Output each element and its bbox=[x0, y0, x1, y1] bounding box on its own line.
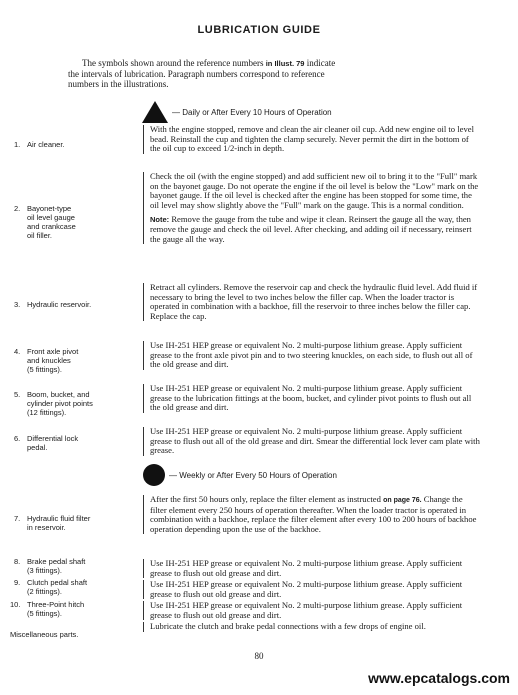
circle-symbol-icon bbox=[143, 464, 165, 486]
item-label-clutch-pedal: 9. Clutch pedal shaft (2 fittings). bbox=[14, 578, 88, 596]
triangle-symbol-icon bbox=[142, 101, 168, 123]
item-label-hydraulic-filter: 7. Hydraulic fluid filter in reservoir. bbox=[14, 514, 91, 532]
section-weekly-label: — Weekly or After Every 50 Hours of Operation bbox=[169, 470, 337, 480]
item-label-brake-pedal: 8. Brake pedal shaft (3 fittings). bbox=[14, 557, 86, 575]
section-weekly-header bbox=[143, 464, 337, 486]
intro-paragraph: The symbols shown around the reference numbers in Illust. 79 indicate the intervals of lubrication. Paragraph numbers correspond to reference numbers in the illustrations. bbox=[68, 58, 336, 89]
watermark: www.epcatalogs.com bbox=[368, 670, 510, 686]
item-desc-clutch-pedal: Use IH-251 HEP grease or equivalent No. 2 multi-purpose lithium grease. Apply sufficient grease to flush out old grease and dirt. bbox=[143, 580, 480, 599]
item-desc-bayonet-gauge: Check the oil (with the engine stopped) and add sufficient new oil to bring it to the "Full" mark on the bayonet gauge. Do not operate the engine if the oil level is below the "Low" mark on the bayonet gauge. If the oil level is checked after the engine has been stopped for some time, the oil level may show slightly above the "Full" mark on the gauge. This is a normal condition. Note: Remove the gauge from the tube and wipe it clean. Reinsert the gauge all the way, then remove the gauge and check the oil level. After checking, and adding oil if necessary, reinsert the gauge all the way. bbox=[143, 172, 480, 244]
item-label-air-cleaner: 1. Air cleaner. bbox=[14, 140, 65, 149]
item-desc-hydraulic-reservoir: Retract all cylinders. Remove the reservoir cap and check the hydraulic fluid level. Add fluid if necessary to bring the level to two inches below the filler cap. When the loader tractor is operated in combination with a backhoe, fill the reservoir to three inches below the filler cap. Replace the cap. bbox=[143, 283, 480, 321]
item-desc-brake-pedal: Use IH-251 HEP grease or equivalent No. 2 multi-purpose lithium grease. Apply sufficient grease to flush out old grease and dirt. bbox=[143, 559, 480, 578]
section-daily-header bbox=[142, 101, 332, 123]
item-label-front-axle: 4. Front axle pivot and knuckles (5 fittings). bbox=[14, 347, 79, 374]
illustration-reference: in Illust. 79 bbox=[265, 59, 305, 68]
item-label-miscellaneous: Miscellaneous parts. bbox=[10, 630, 79, 639]
page-title: LUBRICATION GUIDE bbox=[197, 24, 321, 36]
item-desc-air-cleaner: With the engine stopped, remove and clean the air cleaner oil cup. Add new engine oil to level bead. Reinstall the cup and tighten the clamp securely. Never permit the dirt in the bottom of the oil cup to exceed 1/2-inch in depth. bbox=[143, 125, 480, 154]
note-label: Note: bbox=[150, 215, 170, 225]
item-label-boom-bucket: 5. Boom, bucket, and cylinder pivot points (12 fittings). bbox=[14, 390, 93, 417]
page-number: 80 bbox=[254, 651, 264, 661]
item-desc-three-point-hitch: Use IH-251 HEP grease or equivalent No. 2 multi-purpose lithium grease. Apply sufficient grease to flush out old grease and dirt. bbox=[143, 601, 480, 620]
item-label-differential-lock: 6. Differential lock pedal. bbox=[14, 434, 79, 452]
item-desc-miscellaneous: Lubricate the clutch and brake pedal connections with a few drops of engine oil. bbox=[143, 622, 480, 632]
item-desc-boom-bucket: Use IH-251 HEP grease or equivalent No. 2 multi-purpose lithium grease. Apply sufficient grease to the lubrication fittings at the boom, bucket, and cylinder pivot points to flush out all the old grease and dirt. bbox=[143, 384, 480, 413]
page-reference: on page 76. bbox=[383, 497, 422, 504]
item-label-bayonet-gauge: 2. Bayonet-type oil level gauge and crankcase oil filler. bbox=[14, 204, 76, 240]
item-desc-differential-lock: Use IH-251 HEP grease or equivalent No. 2 multi-purpose lithium grease. Apply sufficient grease to flush out all of the old grease and dirt. Smear the differential lock lever cam plate with grease. bbox=[143, 427, 480, 456]
item-label-hydraulic-reservoir: 3. Hydraulic reservoir. bbox=[14, 300, 92, 309]
item-label-three-point-hitch: 10. Three-Point hitch (5 fittings). bbox=[10, 600, 85, 618]
item-desc-front-axle: Use IH-251 HEP grease or equivalent No. 2 multi-purpose lithium grease. Apply sufficient grease to the front axle pivot pin and to two steering knuckles, on each side, to flush out all of the old grease and dirt. bbox=[143, 341, 480, 370]
item-desc-hydraulic-filter: After the first 50 hours only, replace the filter element as instructed on page 76. Change the filter element every 250 hours of operation thereafter. When the loader tractor is operated in combination with a backhoe, replace the filter element after every 100 to 200 hours of backhoe operation depending upon the use of the backhoe. bbox=[143, 495, 480, 534]
section-daily-label: — Daily or After Every 10 Hours of Operation bbox=[172, 107, 332, 117]
